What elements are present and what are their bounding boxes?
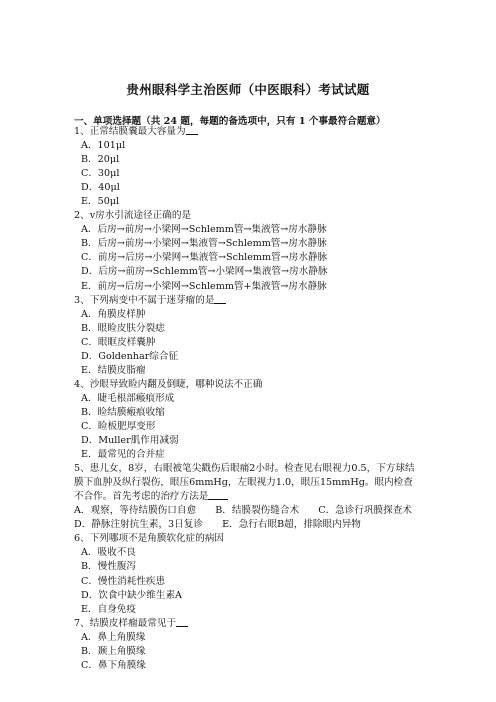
question-stem-5: 5、患儿女，8岁，右眼被笔尖戳伤后眼痛2小时。检查见右眼视力0.5，下方球结膜下血肿及纵行裂伤，眼压6mmHg，左眼视力1.0，眼压15mmHg。眼内检查不合作。首先考虑的治疗方法是 (74, 463, 415, 503)
option: C．眼眶皮样囊肿 (81, 336, 156, 348)
option: A．101μl (81, 140, 126, 152)
option: A．后房→前房→小梁网→Schlemm管→集液管→房水静脉 (81, 224, 327, 236)
answer-blank (214, 294, 226, 304)
option: E．50μl (81, 196, 120, 208)
question-stem-2: 2、v房水引流途径正确的是 (74, 210, 192, 222)
option: E．结膜皮脂瘤 (81, 364, 146, 376)
answer-blank (186, 125, 198, 135)
section-heading: 一、单项选择题（共 24 题，每题的备选项中，只有 1 个事最符合题意） (74, 116, 386, 127)
option: B．眼睑皮肤分裂痣 (81, 322, 165, 334)
option: B．20μl (81, 154, 120, 166)
page-title: 贵州眼科学主治医师（中医眼科）考试试题 (126, 82, 370, 97)
option: C．前房→后房→小梁网→集液管→Schlemm管→房水静脉 (81, 252, 328, 264)
answer-blank (208, 490, 228, 500)
option: B．睑结膜瘢痕收缩 (81, 406, 165, 418)
option-group-inline: A．观察，等待结膜伤口自愈 B．结膜裂伤缝合术 C．急诊行巩膜探查术 D．静脉注射抗生素，3日复诊 E．急行右眼B超，排除眼内异物 (74, 505, 432, 531)
answer-blank (176, 617, 188, 627)
question-stem-6: 6、下列哪项不是角膜软化症的病因 (74, 533, 225, 545)
option: B．后房→前房→小梁网→集液管→Schlemm管→房水静脉 (81, 238, 327, 250)
question-stem-3: 3、下列病变中不属于迷芽瘤的是 (74, 294, 420, 308)
option: E．最常见的合并症 (81, 449, 165, 461)
option: D．饮食中缺少维生素A (81, 589, 182, 601)
option: B．颞上角膜缘 (81, 645, 146, 657)
question-stem-1: 1、正常结膜囊最大容量为 (74, 125, 420, 139)
option: D．Goldenhar综合征 (81, 350, 179, 362)
option: B．慢性腹泻 (81, 561, 137, 573)
option: E．前房→后房→小梁网→Schlemm管+集液管→房水静脉 (81, 280, 327, 292)
option: A．鼻上角膜缘 (81, 631, 146, 643)
option: A．睫毛根部瘢痕形成 (81, 392, 175, 404)
option: C．30μl (81, 168, 120, 180)
option: D．Muller肌作用减弱 (81, 435, 179, 447)
question-list (74, 125, 432, 673)
option: C．睑板肥厚变形 (81, 420, 156, 432)
option: C．鼻下角膜缘 (81, 659, 146, 671)
option: A．角膜皮样肿 (81, 308, 146, 320)
option: A．吸收不良 (81, 547, 136, 559)
option: C．慢性消耗性疾患 (81, 575, 166, 587)
option: E．自身免疫 (81, 603, 136, 615)
question-stem-7: 7、结膜皮样瘤最常见于 (74, 617, 420, 631)
option: D．40μl (81, 182, 120, 194)
option: D．后房→前房→Schlemm管→小梁网→集液管→房水静脉 (81, 266, 328, 278)
question-stem-4: 4、沙眼导致睑内翻及倒睫，哪种说法不正确 (74, 378, 263, 390)
